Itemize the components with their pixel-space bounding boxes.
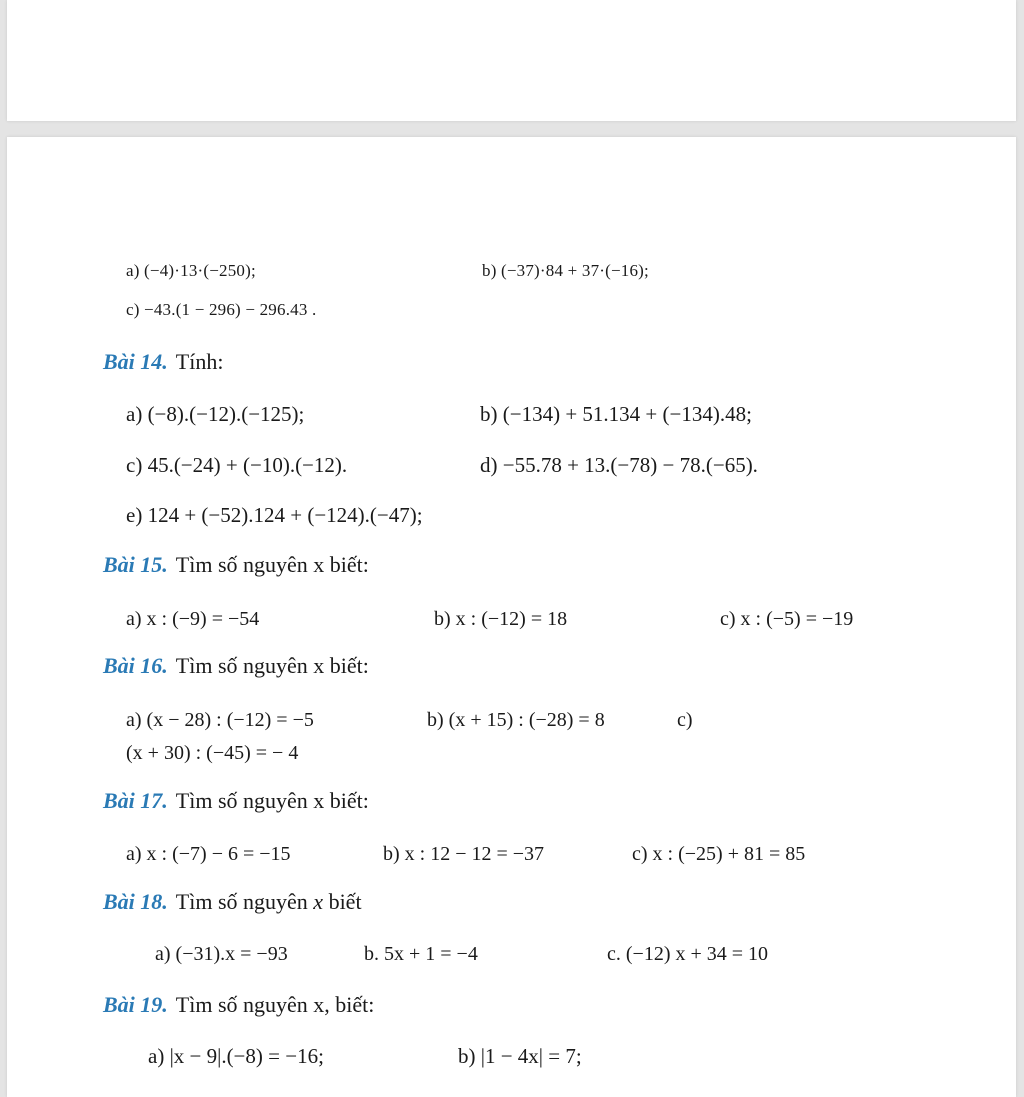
bai19-title: Tìm số nguyên x, biết: [175, 992, 375, 1017]
bai17-item-a: a) x : (−7) − 6 = −15 [126, 843, 291, 865]
bai18-heading [103, 889, 362, 915]
bai16-number: Bài 16. [103, 653, 168, 678]
bai17-item-b: b) x : 12 − 12 = −37 [383, 843, 545, 865]
bai15-item-b: b) x : (−12) = 18 [434, 608, 568, 630]
bai14-item-d: d) −55.78 + 13.(−78) − 78.(−65). [480, 453, 758, 477]
bai14-item-b: b) (−134) + 51.134 + (−134).48; [480, 402, 752, 426]
bai14-item-c: c) 45.(−24) + (−10).(−12). [126, 453, 348, 477]
bai14-title: Tính: [175, 349, 224, 374]
bai16-title: Tìm số nguyên x biết: [175, 653, 369, 678]
bai18-variable: x [313, 889, 324, 914]
bai18-number: Bài 18. [103, 889, 168, 914]
bai18-item-b: b. 5x + 1 = −4 [364, 943, 478, 965]
bai19-number: Bài 19. [103, 992, 168, 1017]
bai16-item-a: a) (x − 28) : (−12) = −5 [126, 709, 314, 731]
bai17-title: Tìm số nguyên x biết: [175, 788, 369, 813]
bai14-item-e: e) 124 + (−52).124 + (−124).(−47); [126, 503, 423, 527]
bai18-item-c: c. (−12) x + 34 = 10 [607, 943, 769, 965]
exercise-top-c: c) −43.(1 − 296) − 296.43 . [126, 300, 317, 319]
bai16-item-b: b) (x + 15) : (−28) = 8 [427, 709, 605, 731]
bai17-number: Bài 17. [103, 788, 168, 813]
bai17-item-c: c) x : (−25) + 81 = 85 [632, 843, 806, 865]
bai14-heading [103, 349, 223, 375]
bai19-heading [103, 992, 374, 1018]
bai19-item-b: b) |1 − 4x| = 7; [458, 1044, 582, 1068]
bai17-heading [103, 788, 369, 814]
bai14-number: Bài 14. [103, 349, 168, 374]
top-page-sheet [7, 0, 1016, 121]
bai15-heading [103, 552, 369, 578]
bai19-item-a: a) |x − 9|.(−8) = −16; [148, 1044, 324, 1068]
bai16-item-c-equation: (x + 30) : (−45) = − 4 [126, 742, 299, 764]
bai15-number: Bài 15. [103, 552, 168, 577]
bai18-title-start: Tìm số nguyên [175, 889, 308, 914]
bai15-item-c: c) x : (−5) = −19 [720, 608, 854, 630]
bai16-item-c-label: c) [677, 709, 693, 731]
exercise-top-a: a) (−4)·13·(−250); [126, 261, 256, 280]
bai18-item-a: a) (−31).x = −93 [155, 943, 288, 965]
bai14-item-a: a) (−8).(−12).(−125); [126, 402, 305, 426]
bai18-title-end: biết [328, 889, 362, 914]
bai15-title: Tìm số nguyên x biết: [175, 552, 369, 577]
bai16-heading [103, 653, 369, 679]
bai15-item-a: a) x : (−9) = −54 [126, 608, 260, 630]
exercise-top-b: b) (−37)·84 + 37·(−16); [482, 261, 649, 280]
